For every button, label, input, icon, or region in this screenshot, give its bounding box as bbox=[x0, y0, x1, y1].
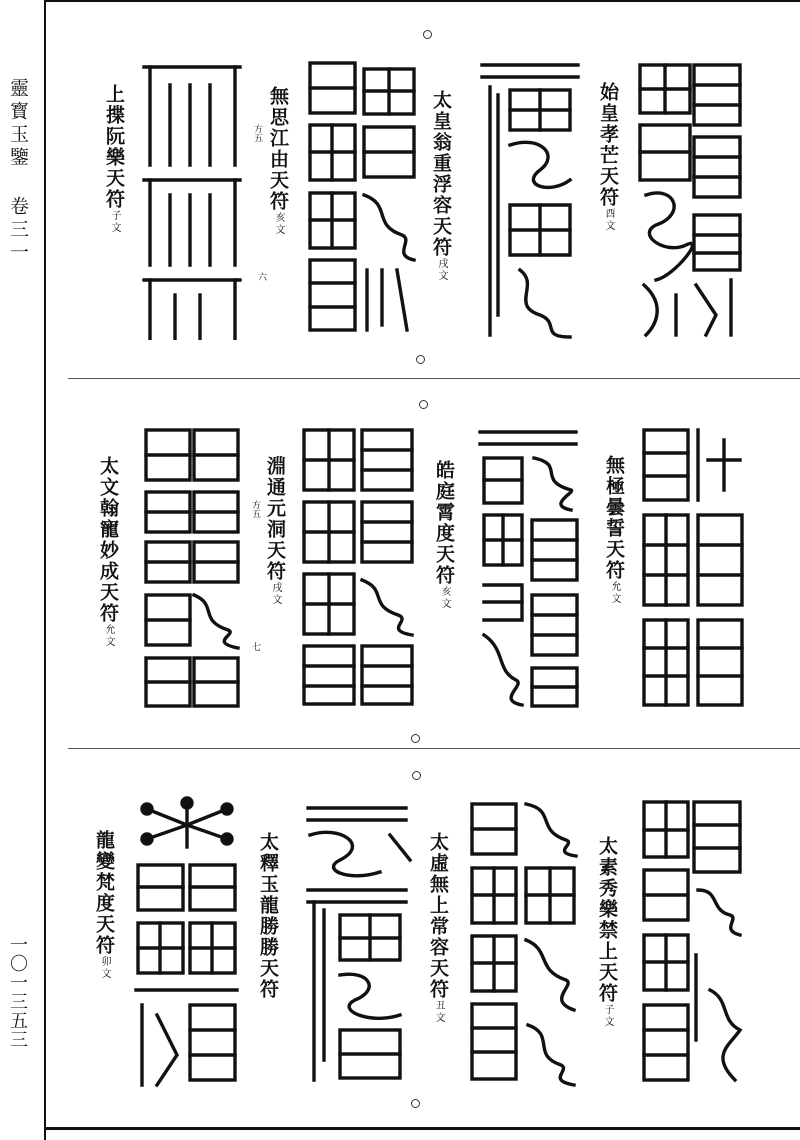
panel-divider bbox=[68, 748, 800, 749]
talisman-glyph bbox=[466, 790, 581, 1090]
circle-marker-icon bbox=[412, 771, 421, 780]
page-number: 一〇一三五三 bbox=[7, 935, 28, 1049]
talisman-label: 太虛無上常容天符丑文 bbox=[427, 832, 449, 1024]
talisman-glyph bbox=[640, 420, 745, 710]
circle-marker-icon bbox=[411, 1099, 420, 1108]
talisman-glyph bbox=[476, 420, 581, 710]
talisman-label: 太釋玉龍勝勝天符 bbox=[257, 832, 279, 1000]
talisman-label: 皓庭霄度天符亥文 bbox=[433, 460, 455, 610]
talisman-label: 淵通元洞天符戌文 bbox=[264, 456, 286, 606]
talisman-side-note: 方五 bbox=[250, 500, 260, 518]
talisman-label: 太文翰寵妙成天符允文 bbox=[97, 456, 119, 648]
panel-divider bbox=[68, 378, 800, 379]
book-title: 靈寳玉鑒 卷三一 bbox=[7, 78, 29, 265]
talisman-glyph bbox=[640, 790, 745, 1090]
talisman-label: 無極曇誓天符允文 bbox=[603, 455, 625, 605]
talisman-glyph bbox=[140, 55, 245, 340]
talisman-side-note: 方五 bbox=[252, 124, 262, 142]
circle-marker-icon bbox=[411, 734, 420, 743]
talisman-glyph bbox=[298, 420, 418, 710]
talisman-label: 始皇孝芒天符酉文 bbox=[597, 82, 619, 232]
talisman-label: 太皇翁重浮容天符戌文 bbox=[430, 90, 452, 282]
talisman-label: 上揲阮樂天符子文 bbox=[103, 84, 125, 234]
talisman-mark: 六 bbox=[256, 272, 266, 281]
talisman-label: 龍變梵度天符卯文 bbox=[93, 830, 115, 980]
circle-marker-icon bbox=[416, 355, 425, 364]
talisman-glyph bbox=[636, 55, 746, 340]
talisman-glyph bbox=[302, 55, 422, 340]
talisman-label: 太素秀樂禁上天符子文 bbox=[596, 836, 618, 1028]
star-constellation-icon bbox=[132, 795, 242, 855]
talisman-label: 無思江由天符亥文 bbox=[267, 86, 289, 236]
circle-marker-icon bbox=[419, 400, 428, 409]
left-margin bbox=[0, 0, 46, 1140]
talisman-glyph bbox=[480, 55, 580, 340]
talisman-glyph bbox=[132, 855, 242, 1090]
circle-marker-icon bbox=[423, 30, 432, 39]
talisman-glyph bbox=[138, 420, 243, 710]
talisman-glyph bbox=[300, 790, 415, 1090]
talisman-mark: 七 bbox=[250, 642, 260, 651]
